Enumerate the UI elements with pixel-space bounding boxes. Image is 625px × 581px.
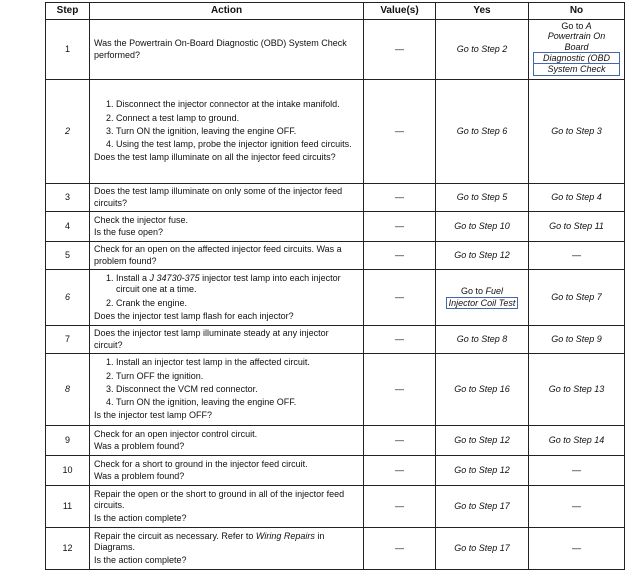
header-step: Step xyxy=(46,3,90,20)
action-text: Check the injector fuse. xyxy=(94,214,189,225)
table-row xyxy=(46,212,625,242)
step-number: 8 xyxy=(46,354,90,426)
no-cell[interactable] xyxy=(529,20,625,80)
value-cell: — xyxy=(364,80,436,184)
no-link-a: A xyxy=(585,21,592,31)
action-text: Repair the open or the short to ground in all of the injector feed circuits. xyxy=(94,489,345,511)
action-cell xyxy=(90,20,364,80)
action-step-item: 1. Disconnect the injector connector at the intake manifold. xyxy=(116,99,359,110)
action-question: Does the injector test lamp illuminate steady at any injector circuit? xyxy=(94,328,329,350)
yes-cell[interactable]: Go to Step 12 xyxy=(436,456,529,486)
action-question: Was the Powertrain On-Board Diagnostic (OBD) System Check performed? xyxy=(94,38,347,60)
table-row xyxy=(46,456,625,486)
table-row xyxy=(46,326,625,354)
step-number: 9 xyxy=(46,426,90,456)
yes-link-line2: Injector Coil Test xyxy=(446,297,519,309)
yes-go-to: Go to xyxy=(460,286,483,297)
no-cell: — xyxy=(529,486,625,528)
action-step-text: injector test lamp into each injector circuit one at a time. xyxy=(116,273,341,295)
no-cell[interactable]: Go to Step 14 xyxy=(529,426,625,456)
action-step-item xyxy=(116,273,359,296)
table-row xyxy=(46,80,625,184)
action-steps xyxy=(94,357,359,408)
header-values: Value(s) xyxy=(364,3,436,20)
action-cell xyxy=(90,456,364,486)
table-row xyxy=(46,486,625,528)
action-step-item: 2. Crank the engine. xyxy=(116,298,359,309)
value-cell: — xyxy=(364,184,436,212)
header-action: Action xyxy=(90,3,364,20)
yes-cell[interactable]: Go to Step 10 xyxy=(436,212,529,242)
yes-link: Fuel xyxy=(485,286,504,297)
table-row xyxy=(46,354,625,426)
value-cell: — xyxy=(364,326,436,354)
action-text-part: in Diagrams. xyxy=(94,531,325,553)
step-number: 2 xyxy=(46,80,90,184)
action-steps xyxy=(94,273,359,309)
table-row xyxy=(46,184,625,212)
no-link-line3: Powertrain On xyxy=(547,31,606,42)
no-cell[interactable]: Go to Step 9 xyxy=(529,326,625,354)
step-number: 4 xyxy=(46,212,90,242)
yes-cell[interactable] xyxy=(436,270,529,326)
action-question: Check for an open on the affected injector feed circuits. Was a problem found? xyxy=(94,244,342,266)
action-question: Is the action complete? xyxy=(94,554,187,565)
action-step-item: 1. Install an injector test lamp in the affected circuit. xyxy=(116,357,359,368)
yes-cell[interactable]: Go to Step 2 xyxy=(436,20,529,80)
header-yes: Yes xyxy=(436,3,529,20)
table-row xyxy=(46,528,625,570)
action-question: Is the injector test lamp OFF? xyxy=(94,410,213,421)
value-cell: — xyxy=(364,354,436,426)
action-question: Is the action complete? xyxy=(94,512,187,523)
table-row xyxy=(46,242,625,270)
yes-cell[interactable]: Go to Step 17 xyxy=(436,528,529,570)
action-cell xyxy=(90,486,364,528)
action-text-part: Repair the circuit as necessary. Refer to xyxy=(94,531,254,542)
action-question: Is the fuse open? xyxy=(94,227,164,237)
action-cell xyxy=(90,270,364,326)
table-row xyxy=(46,270,625,326)
step-number: 7 xyxy=(46,326,90,354)
yes-cell[interactable]: Go to Step 8 xyxy=(436,326,529,354)
header-no: No xyxy=(529,3,625,20)
table-row xyxy=(46,426,625,456)
step-number: 3 xyxy=(46,184,90,212)
value-cell: — xyxy=(364,270,436,326)
diagnostic-table xyxy=(45,2,625,570)
action-cell xyxy=(90,184,364,212)
step-number: 5 xyxy=(46,242,90,270)
table-row xyxy=(46,20,625,80)
no-cell[interactable]: Go to Step 3 xyxy=(529,80,625,184)
action-question: Does the test lamp illuminate on only some of the injector feed circuits? xyxy=(94,186,343,208)
value-cell: — xyxy=(364,456,436,486)
step-number: 1 xyxy=(46,20,90,80)
action-cell xyxy=(90,528,364,570)
action-cell xyxy=(90,354,364,426)
yes-cell[interactable]: Go to Step 12 xyxy=(436,426,529,456)
value-cell: — xyxy=(364,212,436,242)
tool-reference: J 34730-375 xyxy=(149,273,200,283)
action-cell xyxy=(90,326,364,354)
header-row xyxy=(46,3,625,20)
action-steps xyxy=(94,99,359,150)
action-cell xyxy=(90,80,364,184)
value-cell: — xyxy=(364,20,436,80)
yes-cell[interactable]: Go to Step 16 xyxy=(436,354,529,426)
action-question: Was a problem found? xyxy=(94,471,185,481)
action-cell xyxy=(90,242,364,270)
value-cell: — xyxy=(364,426,436,456)
action-step-text: Install a xyxy=(116,273,148,283)
yes-cell[interactable]: Go to Step 5 xyxy=(436,184,529,212)
value-cell: — xyxy=(364,242,436,270)
yes-cell[interactable]: Go to Step 12 xyxy=(436,242,529,270)
step-number: 10 xyxy=(46,456,90,486)
no-link-line5: Diagnostic (OBD xyxy=(533,52,620,64)
action-question: Was a problem found? xyxy=(94,441,185,451)
action-text xyxy=(94,531,359,554)
no-cell[interactable]: Go to Step 4 xyxy=(529,184,625,212)
action-cell xyxy=(90,212,364,242)
action-step-item: 2. Connect a test lamp to ground. xyxy=(116,113,359,124)
no-cell[interactable]: Go to Step 11 xyxy=(529,212,625,242)
action-text: Check for a short to ground in the injector feed circuit. xyxy=(94,458,308,469)
action-step-item: 4. Turn ON the ignition, leaving the engine OFF. xyxy=(116,397,359,408)
no-go-to: Go to xyxy=(561,21,584,31)
step-number: 11 xyxy=(46,486,90,528)
action-step-item: 4. Using the test lamp, probe the injector ignition feed circuits. xyxy=(116,139,359,150)
no-cell[interactable]: Go to Step 13 xyxy=(529,354,625,426)
action-step-item: 3. Turn ON the ignition, leaving the engine OFF. xyxy=(116,126,359,137)
action-question: Does the test lamp illuminate on all the injector feed circuits? xyxy=(94,152,336,163)
action-question: Does the injector test lamp flash for each injector? xyxy=(94,310,294,321)
no-cell[interactable]: Go to Step 7 xyxy=(529,270,625,326)
yes-cell[interactable]: Go to Step 17 xyxy=(436,486,529,528)
no-cell: — xyxy=(529,528,625,570)
no-link-line4: Board xyxy=(564,41,589,52)
no-cell: — xyxy=(529,456,625,486)
no-cell: — xyxy=(529,242,625,270)
step-number: 12 xyxy=(46,528,90,570)
action-text: Check for an open injector control circuit. xyxy=(94,428,258,439)
no-link-line6: System Check xyxy=(533,64,620,75)
doc-reference: Wiring Repairs xyxy=(255,531,315,542)
yes-cell[interactable]: Go to Step 6 xyxy=(436,80,529,184)
action-cell xyxy=(90,426,364,456)
value-cell: — xyxy=(364,486,436,528)
action-step-item: 3. Disconnect the VCM red connector. xyxy=(116,384,359,395)
value-cell: — xyxy=(364,528,436,570)
step-number: 6 xyxy=(46,270,90,326)
action-step-item: 2. Turn OFF the ignition. xyxy=(116,371,359,382)
